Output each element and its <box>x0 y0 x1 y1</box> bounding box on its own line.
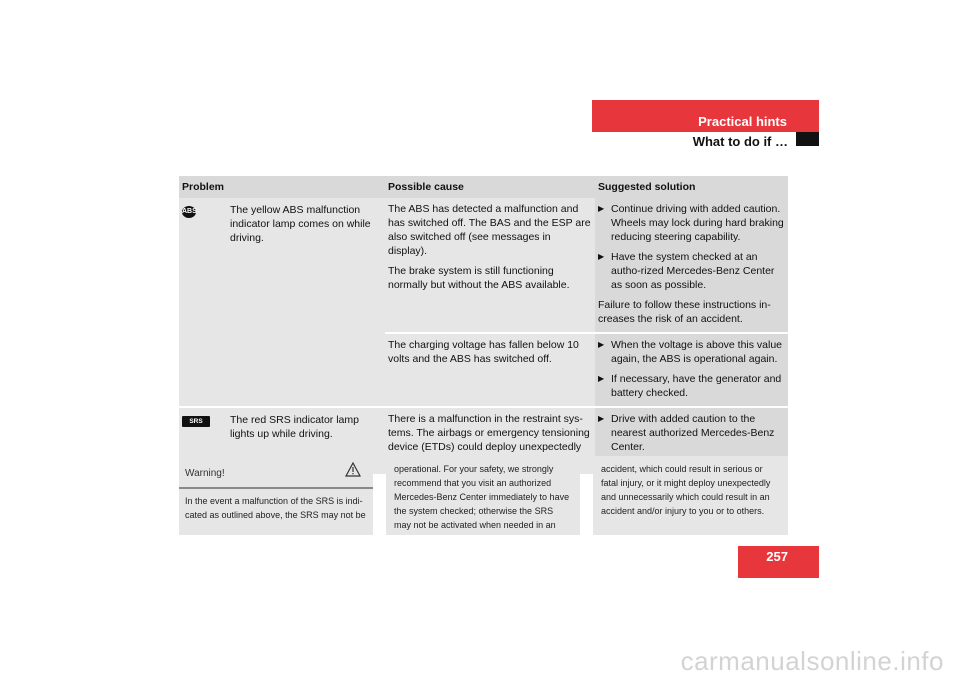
srs-indicator-icon: SRS <box>182 416 210 427</box>
header-band <box>592 100 819 132</box>
cause-cell <box>385 333 595 407</box>
warning-text: operational. For your safety, we strongly recommend that you visit an authorized Mercedes-Benz Center immediately to have the system checked; otherwise the SRS may not be activated when needed in an <box>394 464 570 530</box>
solution-item: ▶ When the voltage is above this value again, the ABS is operational again. <box>598 339 783 365</box>
warning-title: Warning! <box>185 468 225 479</box>
column-header-cause: Possible cause <box>385 176 595 198</box>
solution-item: ▶ Have the system checked at an autho-rized Mercedes-Benz Center as soon as possible. <box>598 251 775 291</box>
column-header-problem: Problem <box>179 176 385 198</box>
warning-text: accident, which could result in serious or fatal injury, or it might deploy unexpectedly and unnecessarily which could result in an accident and/or injury to you or to others. <box>601 464 771 516</box>
arrow-bullet-icon: ▶ <box>598 414 605 423</box>
arrow-bullet-icon: ▶ <box>598 252 605 261</box>
cause-text: The charging voltage has fallen below 10 volts and the ABS has switched off. <box>388 339 579 365</box>
warning-text: In the event a malfunction of the SRS is indi-cated as outlined above, the SRS may not be <box>185 496 366 520</box>
warning-triangle-icon <box>345 462 361 481</box>
header-marker <box>796 132 819 146</box>
problem-text: The yellow ABS malfunction indicator lamp comes on while driving. <box>230 204 371 244</box>
watermark: carmanualsonline.info <box>680 646 944 676</box>
problem-cell <box>179 198 385 407</box>
table-row <box>179 198 788 333</box>
solution-cell <box>595 333 788 407</box>
troubleshooting-table <box>179 176 788 474</box>
solution-item: ▶ If necessary, have the generator and battery checked. <box>598 373 782 399</box>
cause-text: The ABS has detected a malfunction and has switched off. The BAS and the ESP are also switched off (see messages in display). <box>388 203 591 257</box>
cause-cell <box>385 198 595 333</box>
problem-text: The red SRS indicator lamp lights up while driving. <box>230 414 359 440</box>
arrow-bullet-icon: ▶ <box>598 204 605 213</box>
page-number-box <box>738 546 819 578</box>
abs-indicator-icon: ABS <box>182 206 196 218</box>
warning-box <box>179 456 373 535</box>
solution-note: Failure to follow these instructions in-creases the risk of an accident. <box>598 299 771 325</box>
solution-item: ▶ Continue driving with added caution. Wheels may lock during hard braking reducing steering capability. <box>598 203 784 243</box>
table-header-row <box>179 176 788 198</box>
cause-text: The brake system is still functioning normally but without the ABS available. <box>388 265 570 291</box>
warning-box-continued <box>593 456 788 535</box>
solution-item: ▶ Drive with added caution to the nearest authorized Mercedes-Benz Center. <box>598 413 775 453</box>
arrow-bullet-icon: ▶ <box>598 374 605 383</box>
cause-text: There is a malfunction in the restraint sys-tems. The airbags or emergency tensioning device (ETDs) could deploy unexpectedly <box>388 413 590 453</box>
warning-header <box>179 456 373 489</box>
solution-cell <box>595 198 788 333</box>
arrow-bullet-icon: ▶ <box>598 340 605 349</box>
section-subtitle: What to do if … <box>692 134 788 149</box>
page-number: 257 <box>766 549 788 564</box>
column-header-solution: Suggested solution <box>595 176 788 198</box>
warning-box-continued <box>386 456 580 535</box>
section-title: Practical hints <box>698 114 787 129</box>
